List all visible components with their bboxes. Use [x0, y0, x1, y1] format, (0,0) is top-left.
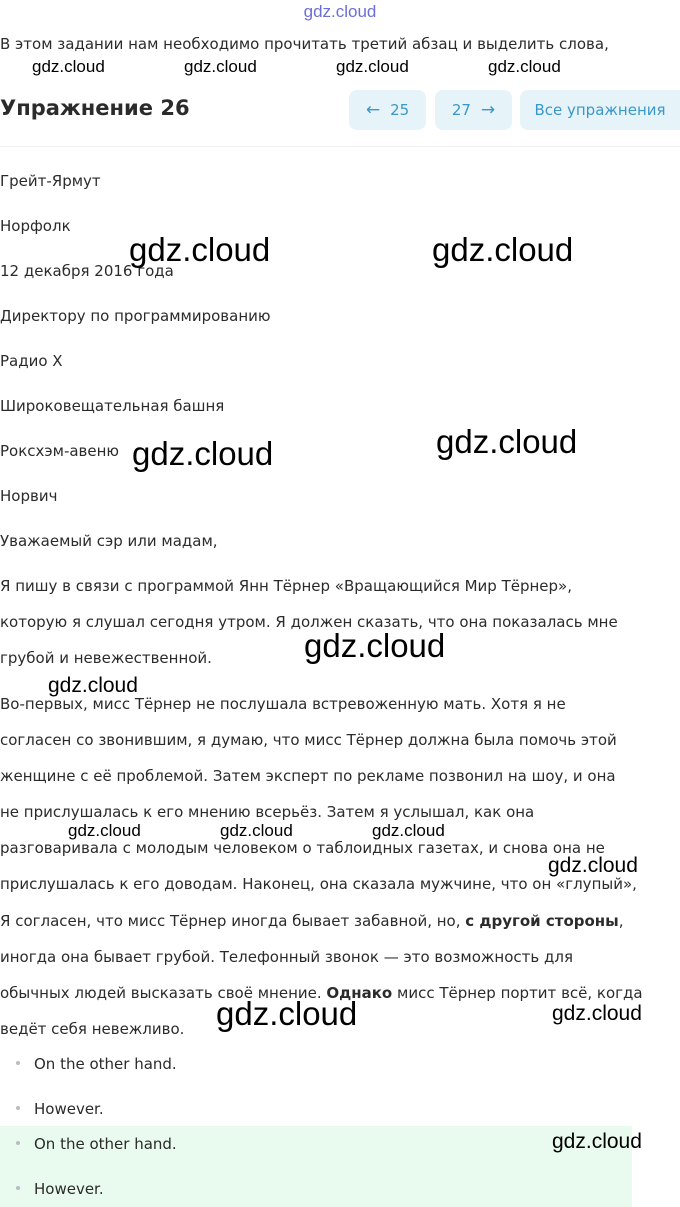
- list-item: [0, 1055, 177, 1073]
- text-fragment: Я согласен, что мисс Тёрнер иногда бывает забавной, но,: [0, 912, 466, 930]
- paragraph-line: иногда она бывает грубой. Телефонный звонок — это возможность для: [0, 948, 573, 966]
- watermark: gdz.cloud: [132, 435, 274, 472]
- address-line: 12 декабря 2016 года: [0, 262, 174, 280]
- bullet-icon: [16, 1186, 20, 1190]
- answer-item-text: However.: [34, 1180, 104, 1198]
- exercise-header: [0, 86, 680, 134]
- all-exercises-button[interactable]: [520, 90, 680, 130]
- list-item: [0, 1100, 104, 1118]
- watermark: gdz.cloud: [488, 57, 561, 76]
- watermark: gdz.cloud: [68, 821, 141, 840]
- address-line: Норвич: [0, 487, 58, 505]
- prev-exercise-label: 25: [390, 101, 410, 119]
- paragraph-line: согласен со звонившим, я думаю, что мисс Тёрнер должна была помочь этой: [0, 731, 617, 749]
- greeting-line: Уважаемый сэр или мадам,: [0, 532, 218, 550]
- address-line: Директору по программированию: [0, 307, 271, 325]
- watermark: gdz.cloud: [548, 854, 638, 877]
- bullet-icon: [16, 1141, 20, 1145]
- top-watermark: gdz.cloud: [303, 2, 377, 21]
- paragraph-line: которую я слушал сегодня утром. Я должен сказать, что она показалась мне: [0, 613, 618, 631]
- watermark: gdz.cloud: [129, 231, 271, 268]
- text-fragment: ,: [618, 912, 624, 930]
- watermark: gdz.cloud: [432, 231, 574, 268]
- paragraph-line: не прислушалась к его мнению всерьёз. Затем я услышал, как она: [0, 803, 535, 821]
- watermark: gdz.cloud: [184, 57, 257, 76]
- paragraph-line: женщине с её проблемой. Затем эксперт по рекламе позвонил на шоу, и она: [0, 767, 616, 785]
- list-item-text: On the other hand.: [34, 1055, 177, 1073]
- bullet-icon: [16, 1106, 20, 1110]
- address-line: Широковещательная башня: [0, 397, 225, 415]
- prev-exercise-button[interactable]: [349, 90, 426, 130]
- address-line: Роксхэм-авеню: [0, 442, 120, 460]
- highlighted-phrase: Однако: [326, 984, 393, 1002]
- all-exercises-label: Все упражнения: [534, 101, 666, 119]
- answer-item: [0, 1135, 177, 1153]
- watermark: gdz.cloud: [304, 627, 446, 664]
- address-line: Радио X: [0, 352, 63, 370]
- watermark: gdz.cloud: [48, 674, 138, 697]
- watermark: gdz.cloud: [220, 821, 293, 840]
- list-item-text: However.: [34, 1100, 104, 1118]
- text-fragment: мисс Тёрнер портит всё, когда: [392, 984, 643, 1002]
- arrow-right-icon: →: [480, 100, 496, 120]
- text-fragment: обычных людей высказать своё мнение.: [0, 984, 327, 1002]
- address-line: Грейт-Ярмут: [0, 172, 101, 190]
- watermark: gdz.cloud: [32, 57, 105, 76]
- page-title: Упражнение 26: [0, 96, 190, 120]
- paragraph-line: грубой и невежественной.: [0, 649, 212, 667]
- answer-item: [0, 1180, 104, 1198]
- paragraph-line: разговаривала с молодым человеком о таблоидных газетах, и снова она не: [0, 839, 605, 857]
- watermark: gdz.cloud: [372, 821, 445, 840]
- watermark: gdz.cloud: [216, 995, 358, 1032]
- arrow-left-icon: ←: [365, 100, 381, 120]
- paragraph-line: [0, 903, 680, 939]
- next-exercise-button[interactable]: [435, 90, 512, 130]
- highlighted-phrase: с другой стороны: [465, 912, 619, 930]
- paragraph-line: ведёт себя невежливо.: [0, 1020, 185, 1038]
- paragraph-line: Я пишу в связи с программой Янн Тёрнер «Вращающийся Мир Тёрнер»,: [0, 577, 572, 595]
- answer-item-text: On the other hand.: [34, 1135, 177, 1153]
- address-line: Норфолк: [0, 217, 71, 235]
- watermark: gdz.cloud: [552, 1130, 642, 1153]
- header-divider: [0, 146, 680, 147]
- watermark: gdz.cloud: [552, 1002, 642, 1025]
- intro-text: В этом задании нам необходимо прочитать третий абзац и выделить слова,: [0, 35, 609, 53]
- bullet-icon: [16, 1061, 20, 1065]
- paragraph-line: прислушалась к его доводам. Наконец, она сказала мужчине, что он «глупый»,: [0, 875, 637, 893]
- next-exercise-label: 27: [451, 101, 471, 119]
- watermark: gdz.cloud: [336, 57, 409, 76]
- paragraph-line: Во-первых, мисс Тёрнер не послушала встревоженную мать. Хотя я не: [0, 695, 566, 713]
- watermark-row: [0, 57, 680, 79]
- watermark: gdz.cloud: [436, 423, 578, 460]
